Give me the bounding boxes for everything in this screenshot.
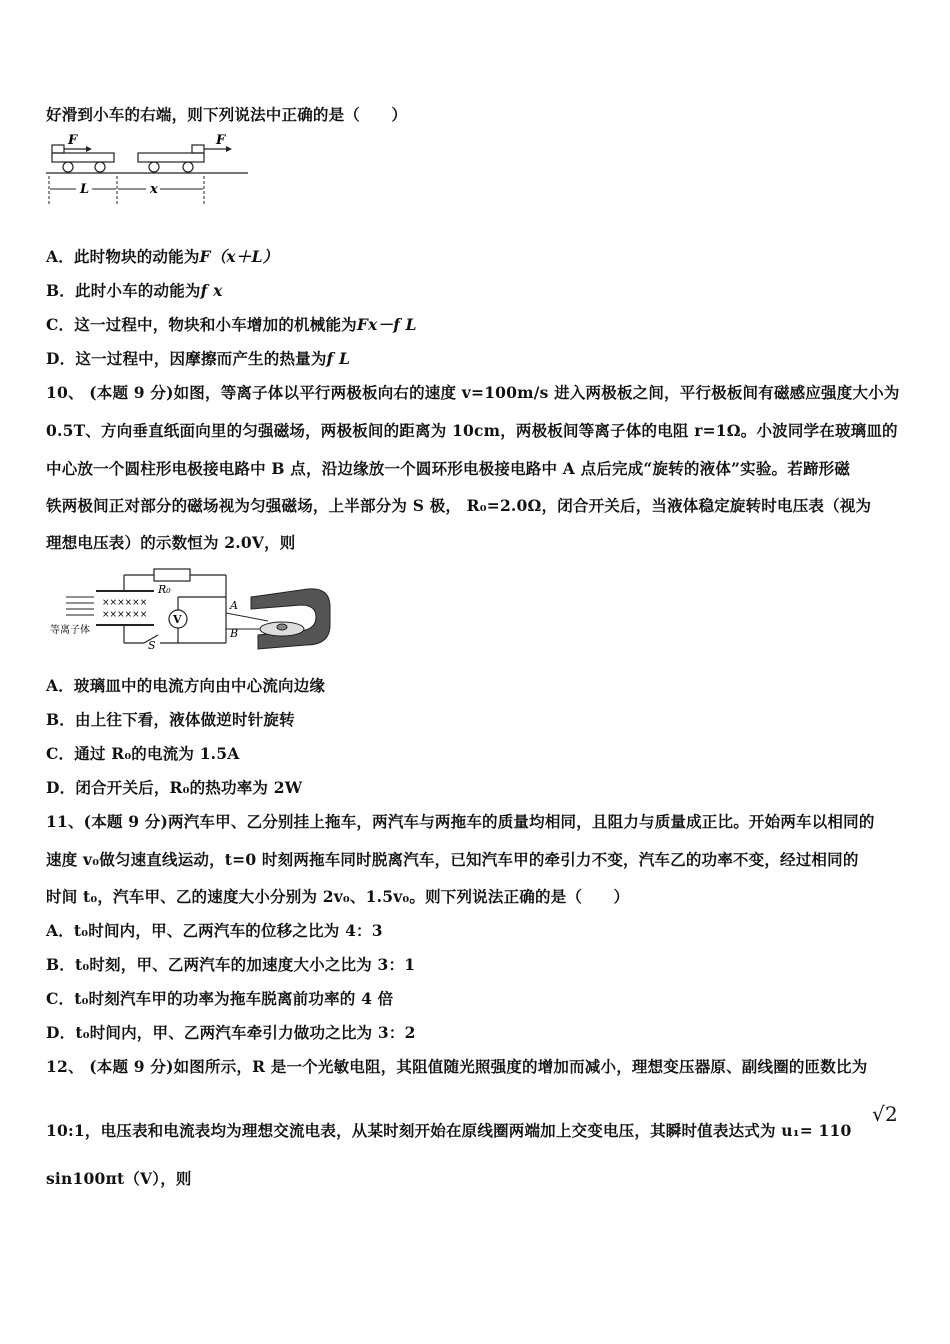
- wheel: [149, 162, 159, 172]
- point-a-label: A: [230, 599, 238, 612]
- option-d: D．这一过程中，因摩擦而产生的热量为f L: [46, 349, 351, 368]
- option-d: D．闭合开关后，R₀的热功率为 2W: [46, 778, 303, 797]
- plasma-circuit-figure: [46, 563, 336, 653]
- question-10-line: 10、 (本题 9 分)如图，等离子体以平行两极板向右的速度 v=100m/s 进入两极板之间，平行极板间有磁感应强度大小为: [46, 383, 900, 402]
- option-d: D．t₀时间内，甲、乙两汽车牵引力做功之比为 3：2: [46, 1023, 416, 1042]
- question-10-line: 中心放一个圆柱形电极接电路中 B 点，沿边缘放一个圆环形电极接电路中 A 点后完成“旋转的液体”实验。若蹄形磁: [46, 459, 851, 478]
- cart-left: [52, 153, 114, 162]
- option-a: A．玻璃皿中的电流方向由中心流向边缘: [46, 676, 326, 695]
- dim-label-x: x: [150, 182, 158, 197]
- wheel: [63, 162, 73, 172]
- arrowhead: [226, 146, 232, 152]
- sqrt-two-symbol: √2: [872, 1102, 898, 1126]
- lead-a: [226, 613, 268, 621]
- block-left: [52, 145, 64, 153]
- option-c: C．这一过程中，物块和小车增加的机械能为Fx－f L: [46, 315, 417, 334]
- magnetic-field-row: ××××××: [102, 598, 148, 608]
- question-11-line: 时间 t₀，汽车甲、乙的速度大小分别为 2v₀、1.5v₀。则下列说法正确的是（ ）: [46, 887, 630, 906]
- voltmeter-label: V: [173, 613, 182, 626]
- plasma-label: 等离子体: [50, 625, 90, 636]
- switch-label: S: [148, 639, 156, 652]
- horseshoe-magnet: [251, 589, 330, 649]
- resistor-label: R₀: [158, 583, 171, 596]
- force-label-right: F: [216, 133, 226, 148]
- option-c: C．t₀时刻汽车甲的功率为拖车脱离前功率的 4 倍: [46, 989, 394, 1008]
- question-10-line: 理想电压表）的示数恒为 2.0V，则: [46, 533, 296, 552]
- wheel: [183, 162, 193, 172]
- question-9-stem-end: 好滑到小车的右端，则下列说法中正确的是（ ）: [46, 105, 408, 124]
- point-b-label: B: [230, 627, 239, 640]
- arrowhead: [86, 146, 92, 152]
- wheel: [95, 162, 105, 172]
- question-10-line: 铁两极间正对部分的磁场视为匀强磁场，上半部分为 S 极， R₀=2.0Ω，闭合开关后，当液体稳定旋转时电压表（视为: [46, 496, 872, 515]
- option-a: A．t₀时间内，甲、乙两汽车的位移之比为 4：3: [46, 921, 383, 940]
- magnetic-field-row: ××××××: [102, 610, 148, 620]
- option-c: C．通过 R₀的电流为 1.5A: [46, 744, 240, 763]
- dim-label-L: L: [80, 182, 90, 197]
- option-b: B．此时小车的动能为f x: [46, 281, 223, 300]
- center-electrode: [277, 624, 287, 630]
- option-a: A．此时物块的动能为F（x＋L）: [46, 247, 279, 266]
- question-12-line: 10:1，电压表和电流表均为理想交流电表，从某时刻开始在原线圈两端加上交变电压，其瞬时值表达式为 u₁= 110: [46, 1121, 852, 1140]
- force-label-left: F: [68, 133, 78, 148]
- cart-block-figure: [46, 130, 256, 210]
- question-12-line: sin100πt（V），则: [46, 1169, 192, 1188]
- question-10-line: 0.5T、方向垂直纸面向里的匀强磁场，两极板间的距离为 10cm，两极板间等离子体的电阻 r=1Ω。小波同学在玻璃皿的: [46, 421, 898, 440]
- block-right: [192, 145, 204, 153]
- cart-right: [138, 153, 204, 162]
- question-11-line: 速度 v₀做匀速直线运动，t=0 时刻两拖车同时脱离汽车，已知汽车甲的牵引力不变，汽车乙的功率不变，经过相同的: [46, 850, 859, 869]
- question-11-line: 11、(本题 9 分)两汽车甲、乙分别挂上拖车，两汽车与两拖车的质量均相同，且阻力与质量成正比。开始两车以相同的: [46, 812, 875, 831]
- option-b: B．由上往下看，液体做逆时针旋转: [46, 710, 295, 729]
- resistor-r0: [154, 569, 190, 581]
- option-b: B．t₀时刻，甲、乙两汽车的加速度大小之比为 3：1: [46, 955, 416, 974]
- question-12-line: 12、 (本题 9 分)如图所示，R 是一个光敏电阻，其阻值随光照强度的增加而减小，理想变压器原、副线圈的匝数比为: [46, 1057, 868, 1076]
